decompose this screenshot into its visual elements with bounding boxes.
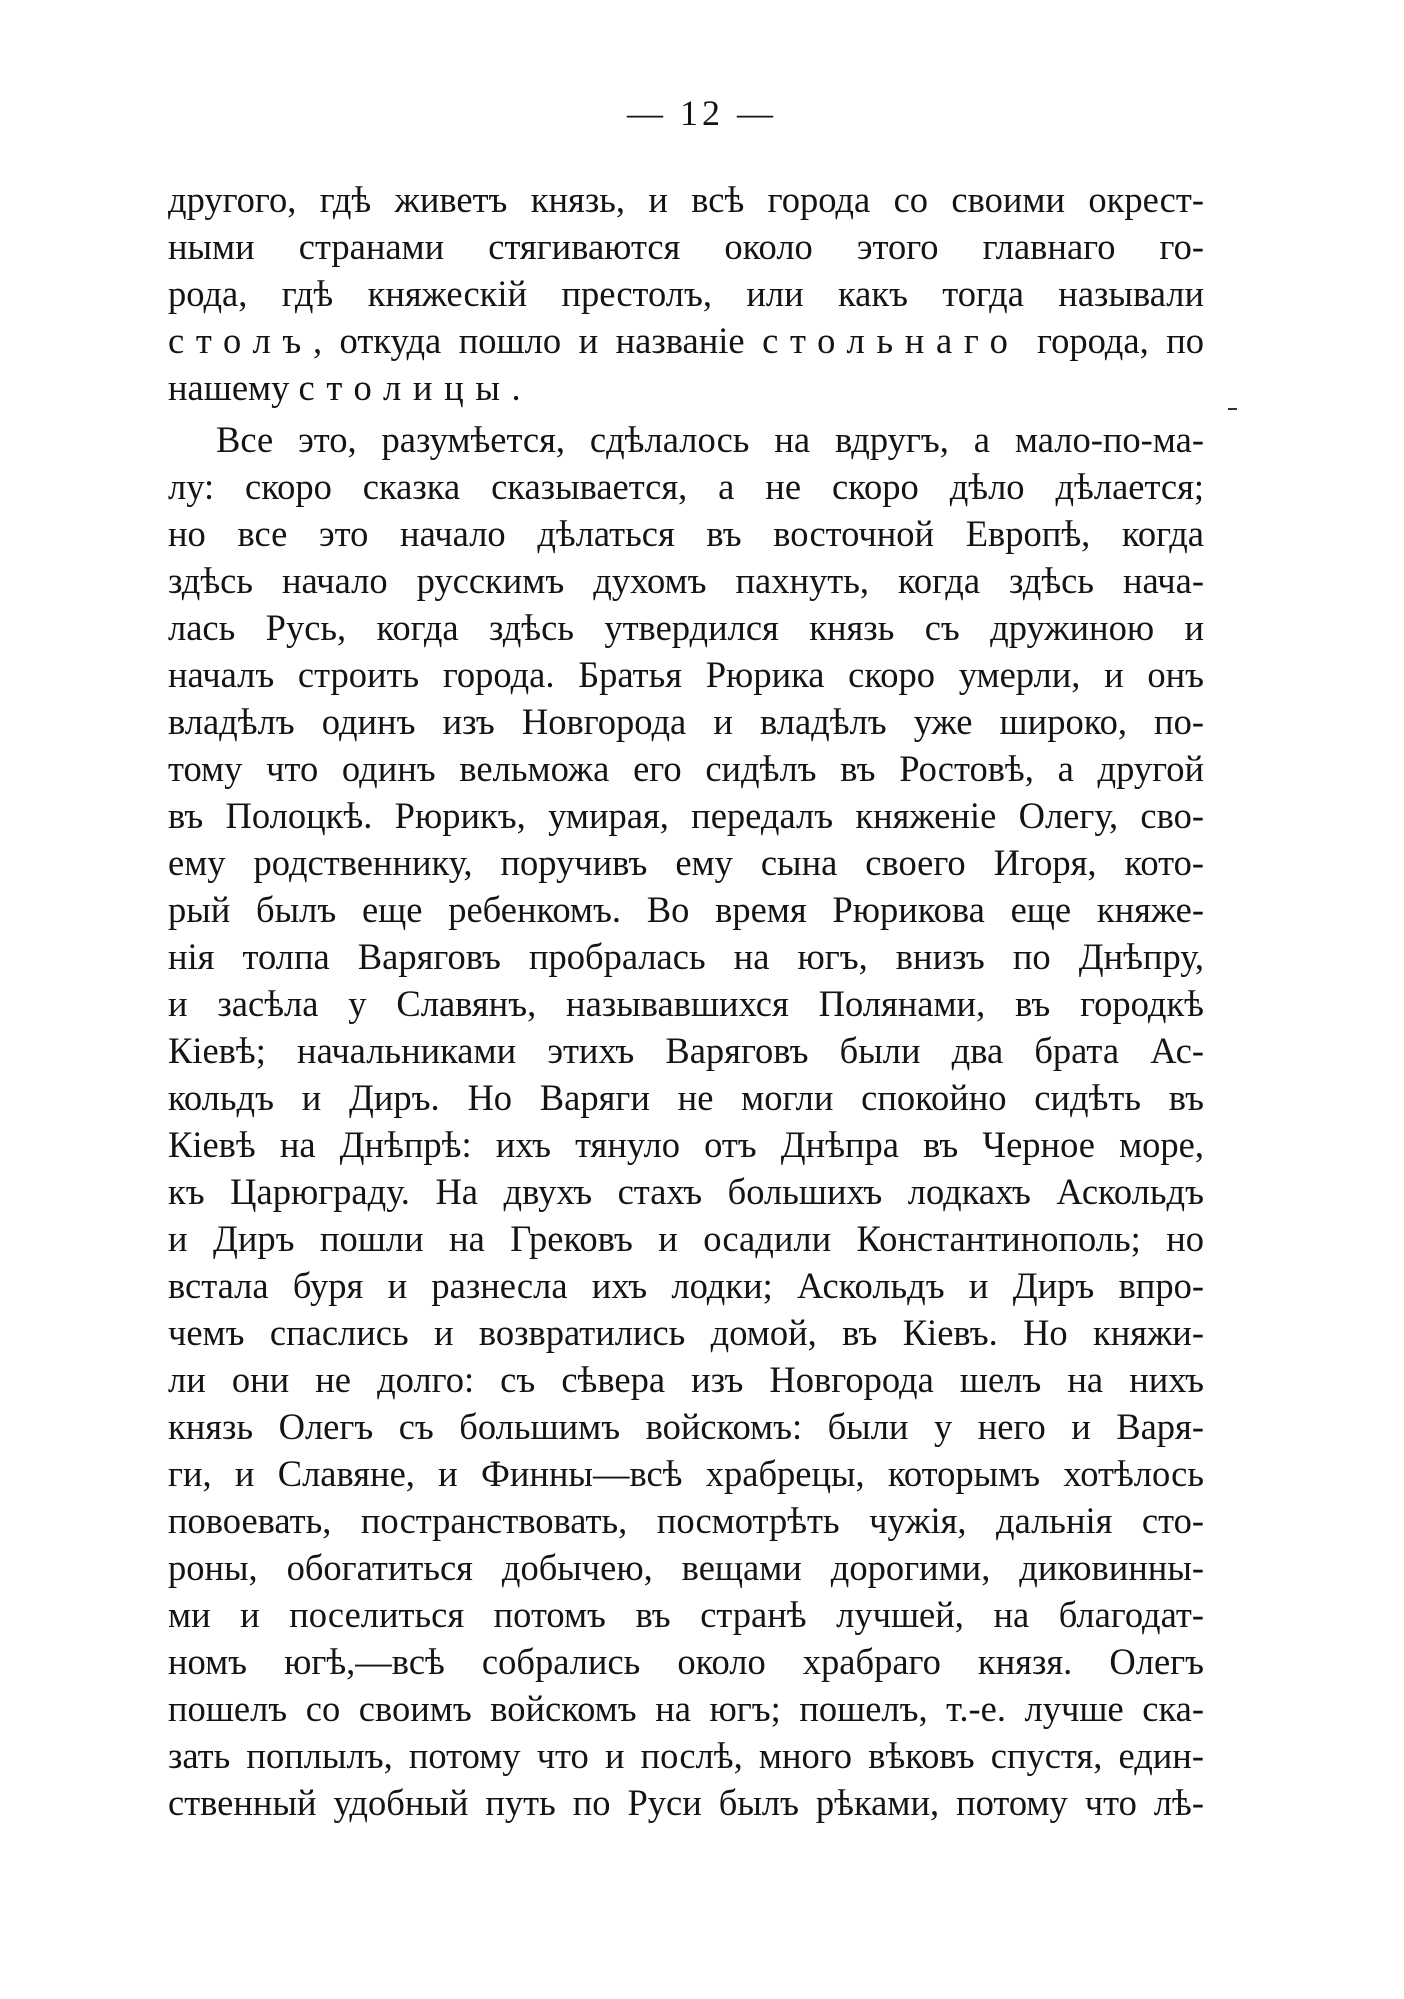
text-line: лась Русь, когда здѣсь утвердился князь съ дружиною и [168, 607, 1204, 648]
text-line: ственный удобный путь по Руси былъ рѣками, потому что лѣ- [168, 1782, 1204, 1823]
text-line: ему родственнику, поручивъ ему сына своего Игоря, кото- [168, 842, 1204, 883]
text-line: Кіевѣ на Днѣпрѣ: ихъ тянуло отъ Днѣпра въ Черное море, [168, 1124, 1204, 1165]
spaced-term: столицы [298, 367, 512, 408]
text-line: роны, обогатиться добычею, вещами дорогими, диковинны- [168, 1547, 1204, 1588]
text-line: владѣлъ одинъ изъ Новгорода и владѣлъ уже широко, по- [168, 701, 1204, 742]
text-line: другого, гдѣ живетъ князь, и всѣ города со своими окрест- [168, 179, 1204, 220]
text-line: встала буря и разнесла ихъ лодки; Аскольдъ и Диръ впро- [168, 1265, 1204, 1306]
text-line: пошелъ со своимъ войскомъ на югъ; пошелъ, т.-е. лучше ска- [168, 1688, 1204, 1729]
text-line: и засѣла у Славянъ, называвшихся Полянами, въ городкѣ [168, 983, 1204, 1024]
margin-mark [1228, 408, 1237, 410]
text-line: лу: скоро сказка сказывается, а не скоро дѣло дѣлается; [168, 466, 1204, 507]
text-line: нія толпа Варяговъ пробралась на югъ, внизъ по Днѣпру, [168, 936, 1204, 977]
text-line: и Диръ пошли на Грековъ и осадили Константинополь; но [168, 1218, 1204, 1259]
spaced-term: столъ [168, 320, 313, 361]
text-line: ными странами стягиваются около этого главнаго го- [168, 226, 1204, 267]
text-line: нашему столицы. [168, 367, 521, 408]
text-line: кольдъ и Диръ. Но Варяги не могли спокойно сидѣть въ [168, 1077, 1204, 1118]
spaced-term: стольнаго [762, 320, 1020, 361]
page-number: — 12 — [627, 93, 777, 133]
text-line: но все это начало дѣлаться въ восточной Европѣ, когда [168, 513, 1204, 554]
text-line: тому что одинъ вельможа его сидѣлъ въ Ростовѣ, а другой [168, 748, 1204, 789]
paragraph-2 [168, 416, 1204, 1826]
text-line: началъ строить города. Братья Рюрика скоро умерли, и онъ [168, 654, 1204, 695]
text-line: ми и поселиться потомъ въ странѣ лучшей, на благодат- [168, 1594, 1204, 1635]
text-line: князь Олегъ съ большимъ войскомъ: были у него и Варя- [168, 1406, 1204, 1447]
text-line: въ Полоцкѣ. Рюрикъ, умирая, передалъ княженіе Олегу, сво- [168, 795, 1204, 836]
text-column [168, 176, 1204, 1826]
text-line: чемъ спаслись и возвратились домой, въ Кіевъ. Но княжи- [168, 1312, 1204, 1353]
text-line: рый былъ еще ребенкомъ. Во время Рюрикова еще княже- [168, 889, 1204, 930]
text-line: столъ, откуда пошло и названіе стольнаго города, по [168, 320, 1204, 361]
text-line: къ Царюграду. На двухъ стахъ большихъ лодкахъ Аскольдъ [168, 1171, 1204, 1212]
text-line: повоевать, постранствовать, посмотрѣть чужія, дальнія сто- [168, 1500, 1204, 1541]
text-line: ги, и Славяне, и Финны—всѣ храбрецы, которымъ хотѣлось [168, 1453, 1204, 1494]
text-line: Все это, разумѣется, сдѣлалось на вдругъ, а мало-по-ма- [216, 419, 1204, 460]
text-line: Кіевѣ; начальниками этихъ Варяговъ были два брата Ас- [168, 1030, 1204, 1071]
paragraph-1 [168, 176, 1204, 411]
text-line: рода, гдѣ княжескій престолъ, или какъ тогда называли [168, 273, 1204, 314]
text-line: номъ югѣ,—всѣ собрались около храбраго князя. Олегъ [168, 1641, 1204, 1682]
text-line: зать поплылъ, потому что и послѣ, много вѣковъ спустя, един- [168, 1735, 1204, 1776]
text-line: здѣсь начало русскимъ духомъ пахнуть, когда здѣсь нача- [168, 560, 1204, 601]
text-line: ли они не долго: съ сѣвера изъ Новгорода шелъ на нихъ [168, 1359, 1204, 1400]
